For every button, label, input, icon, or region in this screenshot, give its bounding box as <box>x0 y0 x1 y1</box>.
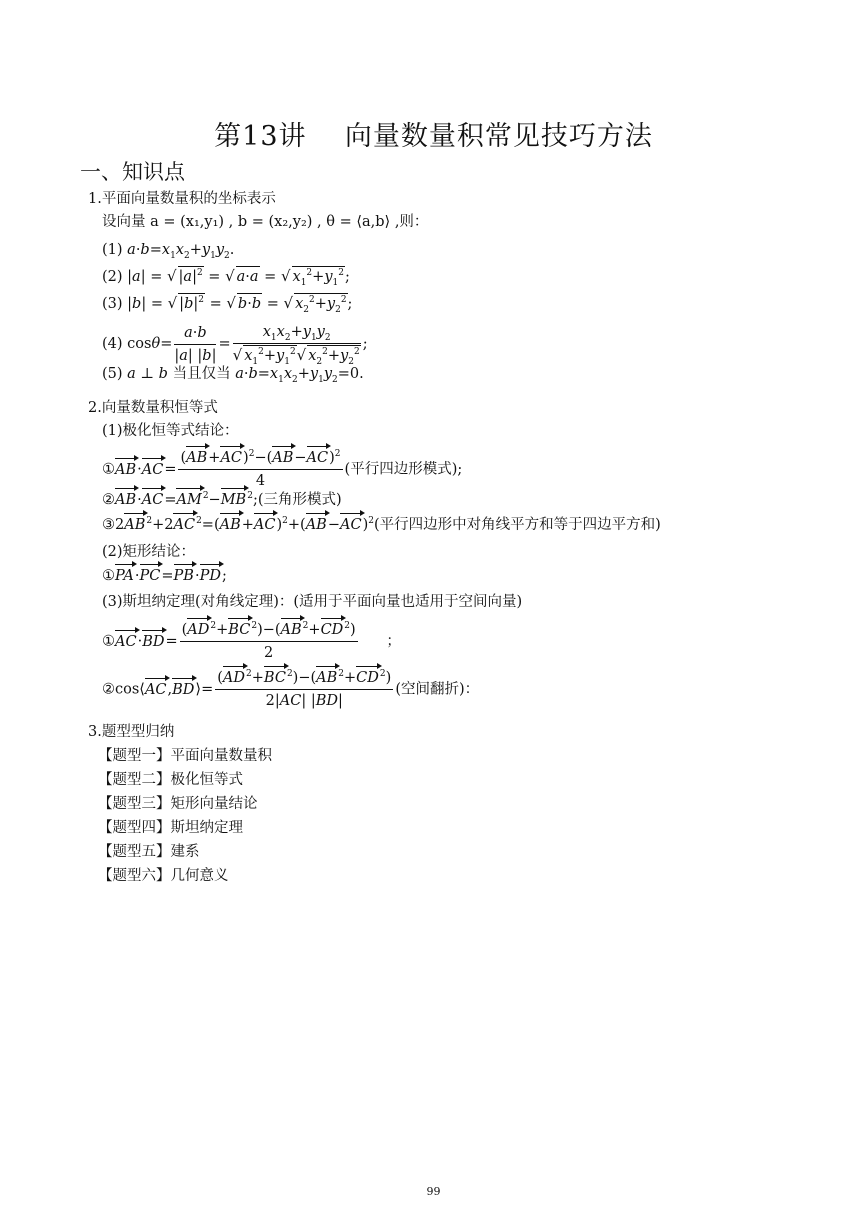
steiner-formula-2: ②cos⟨AC,BD⟩= $\frac{(AD^2+BC^2)-(AB^2+CD^2)}{2|AC| |BD|}$ (空间翻折)： <box>102 669 480 709</box>
page-title: 第13讲 向量数量积常见技巧方法 <box>214 121 653 152</box>
steiner-formula-1: ①AC·BD= $\frac{(AD^2+BC^2)-(AB^2+CD^2)}{2}$ ； <box>102 621 401 661</box>
sub-heading-steiner: (3)斯坦纳定理(对角线定理)：(适用于平面向量也适用于空间向量) <box>102 594 523 610</box>
list-item: 【题型四】斯坦纳定理 <box>98 820 243 836</box>
sub-heading-rectangle: (2)矩形结论： <box>102 544 196 560</box>
formula-1: (1) $a\cdot b=x_1x_2+y_1y_2$. <box>102 242 235 261</box>
heading-3: 3.题型型归纳 <box>88 724 175 740</box>
list-item: 【题型一】平面向量数量积 <box>98 748 272 764</box>
list-item: 【题型二】极化恒等式 <box>98 772 243 788</box>
intro-line: 设向量 a = (x₁,y₁) , b = (x₂,y₂) , θ = ⟨a,b⟩ ,则： <box>102 214 429 230</box>
polarization-formula-1: ①AB·AC= $\frac{(AB+AC)^2-(AB-AC)^2}{4}$ (平行四边形模式); <box>102 449 463 489</box>
list-item: 【题型三】矩形向量结论 <box>98 796 258 812</box>
heading-1: 1.平面向量数量积的坐标表示 <box>88 191 276 207</box>
formula-3: (3) |b| = √ $|b|^2$ = √ b·b = √ $x_2^2+y_2^2$; <box>102 294 353 315</box>
sub-heading-polarization: (1)极化恒等式结论： <box>102 423 239 439</box>
heading-2: 2.向量数量积恒等式 <box>88 400 218 416</box>
formula-4: (4) cosθ= $\frac{a\cdot b}{|a| |b|}$ = $\frac{x_1x_2+y_1y_2}{√ x_1^2+y_1^2√ x_2^2+y_2^2}$ ; <box>102 324 368 367</box>
list-item: 【题型六】几何意义 <box>98 868 229 884</box>
parallelogram-formula: $③2AB^2+2AC^2=(AB+AC)^2+(AB-AC)^2$(平行四边形中对角线平方和等于四边平方和) <box>102 516 661 533</box>
polarization-formula-2: $②AB\cdot AC=AM^2-MB^2$;(三角形模式) <box>102 491 342 508</box>
section-heading: 一、知识点 <box>80 160 185 184</box>
rectangle-formula: ①PA·PC=PB·PD; <box>102 568 227 584</box>
formula-5: (5) a ⊥ b 当且仅当 $a\cdot b=x_1x_2+y_1y_2=0$. <box>102 366 364 385</box>
list-item: 【题型五】建系 <box>98 844 200 860</box>
formula-2: (2) |a| = √ $|a|^2$ = √ a·a = √ $x_1^2+y_1^2$; <box>102 267 350 288</box>
page-number: 99 <box>426 1185 441 1198</box>
